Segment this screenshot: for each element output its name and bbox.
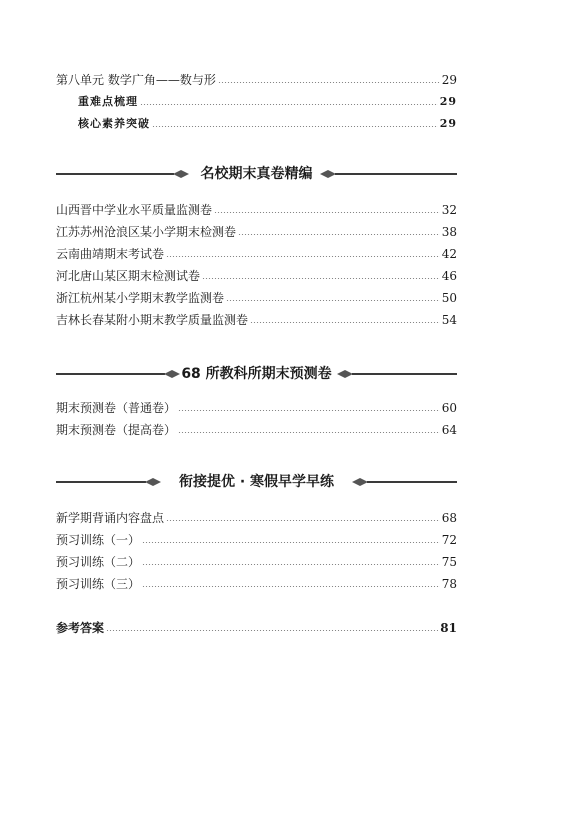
section-title: 衔接提优 · 寒假早学早练 (178, 474, 335, 490)
dot-leader (152, 126, 438, 127)
entry-page: 46 (441, 269, 457, 283)
entry-page: 32 (441, 203, 457, 217)
dot-leader (202, 278, 440, 279)
entry-page: 78 (441, 577, 457, 591)
section-header (56, 164, 457, 184)
entry-title: 吉林长春某附小期末教学质量监测卷 (56, 313, 249, 327)
entry-page: 42 (441, 247, 457, 261)
dot-leader (250, 322, 440, 323)
dot-leader (142, 564, 440, 565)
entry-title: 云南曲靖期末考试卷 (56, 247, 165, 261)
entry-page: 29 (441, 73, 457, 87)
divider-line (367, 481, 457, 483)
toc-entry[interactable] (56, 422, 457, 438)
dot-leader (226, 300, 440, 301)
divider-line (335, 173, 457, 175)
toc-entry[interactable] (56, 224, 457, 240)
toc-entry[interactable] (56, 290, 457, 306)
entry-page: 68 (441, 511, 457, 525)
toc-entry[interactable] (56, 202, 457, 218)
entry-page: 29 (439, 95, 457, 108)
dot-leader (218, 82, 440, 83)
dot-leader (166, 520, 440, 521)
dot-leader (238, 234, 440, 235)
diamond-icon (337, 370, 353, 378)
entry-title: 第八单元 数学广角——数与形 (56, 73, 216, 87)
entry-title: 期末预测卷（普通卷） (56, 401, 177, 415)
toc-subentry[interactable] (78, 94, 457, 110)
entry-page: 72 (441, 533, 457, 547)
entry-page: 54 (441, 313, 457, 327)
section-header (56, 472, 457, 492)
dot-leader (178, 432, 440, 433)
section-title: 名校期末真卷精编 (200, 166, 313, 182)
entry-page: 29 (439, 117, 457, 130)
dot-leader (214, 212, 440, 213)
entry-title: 参考答案 (56, 621, 105, 635)
toc-entry[interactable] (56, 246, 457, 262)
entry-page: 81 (440, 621, 457, 635)
dot-leader (106, 630, 438, 631)
entry-title: 预习训练（二） (56, 555, 141, 569)
entry-page: 64 (441, 423, 457, 437)
toc-entry[interactable] (56, 554, 457, 570)
divider-line (352, 373, 457, 375)
entry-title: 重难点梳理 (78, 95, 138, 108)
toc-subentry[interactable] (78, 116, 457, 132)
section-header (56, 364, 457, 384)
toc-entry[interactable] (56, 312, 457, 328)
toc-entry[interactable] (56, 268, 457, 284)
entry-title: 核心素养突破 (78, 117, 150, 130)
entry-title: 期末预测卷（提高卷） (56, 423, 177, 437)
toc-entry[interactable] (56, 576, 457, 592)
toc-entry-answers[interactable] (56, 620, 457, 636)
entry-title: 山西晋中学业水平质量监测卷 (56, 203, 213, 217)
dot-leader (140, 104, 438, 105)
entry-page: 50 (441, 291, 457, 305)
toc-entry[interactable] (56, 510, 457, 526)
dot-leader (142, 586, 440, 587)
entry-title: 河北唐山某区期末检测试卷 (56, 269, 201, 283)
entry-page: 75 (441, 555, 457, 569)
dot-leader (142, 542, 440, 543)
entry-title: 浙江杭州某小学期末教学监测卷 (56, 291, 225, 305)
entry-title: 新学期背诵内容盘点 (56, 511, 165, 525)
entry-title: 江苏苏州沧浪区某小学期末检测卷 (56, 225, 237, 239)
entry-title: 预习训练（三） (56, 577, 141, 591)
toc-entry[interactable] (56, 532, 457, 548)
entry-title: 预习训练（一） (56, 533, 141, 547)
dot-leader (166, 256, 440, 257)
toc-entry-unit8[interactable] (56, 72, 457, 88)
entry-page: 60 (441, 401, 457, 415)
toc-entry[interactable] (56, 400, 457, 416)
diamond-icon (352, 478, 368, 486)
entry-page: 38 (441, 225, 457, 239)
diamond-icon (320, 170, 336, 178)
section-title: 68 所教科所期末预测卷 (181, 366, 332, 382)
dot-leader (178, 410, 440, 411)
